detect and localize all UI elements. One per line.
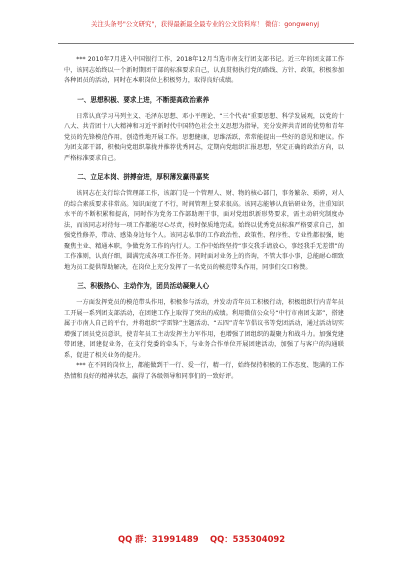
section-1-paragraph: 日常认真学习马列主义、毛泽东思想、邓小平理论、“三个代表”重要思想、科学发展观，以党的十八大、共青团十八大精神和习近平新时代中国特色社会主义思想为指导，充分发挥共青团的优势和青年党员的先锋模范作用，创造性地开展工作。思想健康，思维活跃，常常能提出一些好的意见和建议。作为团支部干部，积极向党组织靠拢并推荐优秀同志，定期向党组织汇报思想，坚定正确的政治方向，以严格标准要求自己。 <box>64 112 344 162</box>
footer-qq-number: QQ：535304092 <box>210 534 286 544</box>
header-divider <box>58 43 354 44</box>
footer-qq-group: QQ 群：31991489 <box>118 534 199 544</box>
document-body <box>64 55 344 382</box>
intro-paragraph: *** 2010年7月进入中国银行工作，2018年12月当选市南支行团支部书记。近三年的团支部工作中，该同志始终以一个新时期团干部的标准要求自己，认真贯彻执行党的路线、方针、政策，积极参加各种团员的活动，同时在本职岗位上积极努力，取得良好成绩。 <box>64 56 344 84</box>
footer-contact <box>58 533 354 549</box>
section-3-paragraph-1: 一方面发挥党员的模范带头作用，积极参与活动，并发动青年员工积极行动，积极组织行内青年员工开展一系列团支部活动，在团建工作上取得了突出的成绩。利用微信公众号“中行市南团支部”，搭建属于市南人自己的平台，并将组织“学雷锋”主题活动、“五四”青年节倡议书等党团活动，通过活动切实增强了团员党员意识，使青年员工主动发挥主力军作用，也增强了团组织的凝聚力和战斗力。加强党建带团建，团建促业务，在支行党委的牵头下，与业务合作单位开展团建活动，加强了与客户的沟通联系，促进了相关业务的提升。 <box>64 299 344 359</box>
section-3-paragraph-2: *** 在不同的岗位上，都能做到干一行、爱一行，精一行，始终保持积极的工作态度、饱满的工作热情和良好的精神状态，赢得了各级领导和同事们的一致好评。 <box>64 362 344 380</box>
section-heading-2: 二、立足本岗、拼搏奋进，厚积薄发赢得嘉奖 <box>77 173 210 181</box>
section-heading-1: 一、思想积极、要求上进，不断提高政治素养 <box>77 95 210 104</box>
section-2-paragraph: 该同志在支行综合管理部工作，该部门是一个管理人、财、物的核心部门，事务繁杂、琐碎，对人的综合素质要求非常高。知识面宽了不行，时间管理上要求很高。该同志能够认真钻研业务，注重知识水平的不断积累和提高，同时作为党务工作部助理干事，面对党组织新形势要求，需主动研究制度办法，而该同志对待每一项工作都能尽心尽责，按时保质地完成。始终以优秀党员标准严格要求自己，加强党性修养，带动、感染身边每个人。该同志私事的工作政治性、政策性、程序性、专业性都很强，她聚焦主业、精通本职，争做党务工作的内行人。工作中始终坚持“事交我手请放心，事经我手无差错”的工作准则，认真仔细，圆满完成各项工作任务。同时面对业务上的咨询，不管大事小事，总能耐心细致地为员工提供帮助解决，在岗位上充分发挥了一名党员的模范带头作用，同事们交口称赞。 <box>64 190 344 271</box>
section-heading-3: 三、积极热心、主动作为，团员活动凝聚人心 <box>77 282 210 290</box>
header-banner: 关注头条号"公文研究"，获得最新最全最专业的公文资料库！ 微信：gongwenyj <box>90 20 320 28</box>
